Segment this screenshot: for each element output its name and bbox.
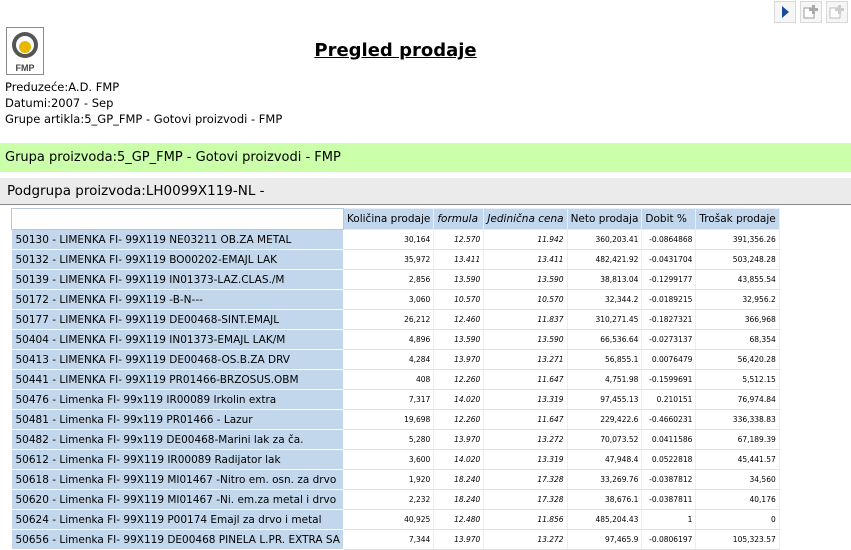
cell-dobit: -0.0431704 [642, 250, 696, 270]
cell-kolicina: 1,920 [343, 470, 433, 490]
cell-trosak: 391,356.26 [696, 230, 779, 250]
row-name: 50413 - LIMENKA FI- 99X119 DE00468-OS.B.ZA DRV [12, 350, 344, 370]
cell-cena: 10.570 [484, 290, 567, 310]
cell-neto: 360,203.41 [567, 230, 642, 250]
cell-cena: 13.271 [484, 350, 567, 370]
cell-trosak: 68,354 [696, 330, 779, 350]
cell-neto: 4,751.98 [567, 370, 642, 390]
table-row[interactable] [12, 230, 780, 250]
cell-formula: 13.590 [434, 270, 484, 290]
cell-kolicina: 40,925 [343, 510, 433, 530]
cell-neto: 66,536.64 [567, 330, 642, 350]
cell-dobit: 0.210151 [642, 390, 696, 410]
cell-cena: 13.411 [484, 250, 567, 270]
cell-formula: 14.020 [434, 390, 484, 410]
cell-trosak: 40,176 [696, 490, 779, 510]
header-cena[interactable]: Jedinična cena [484, 209, 567, 230]
cell-formula: 12.460 [434, 310, 484, 330]
row-name: 50132 - LIMENKA FI- 99X119 BO00202-EMAJL LAK [12, 250, 344, 270]
cell-dobit: -0.0273137 [642, 330, 696, 350]
cell-kolicina: 408 [343, 370, 433, 390]
table-row[interactable] [12, 330, 780, 350]
cell-cena: 11.942 [484, 230, 567, 250]
header-trosak[interactable]: Trošak prodaje [696, 209, 779, 230]
table-row[interactable] [12, 290, 780, 310]
cell-cena: 17.328 [484, 490, 567, 510]
cell-formula: 13.970 [434, 350, 484, 370]
cell-trosak: 0 [696, 510, 779, 530]
row-name: 50481 - Limenka FI- 99x119 PR01466 - Lazur [12, 410, 344, 430]
cell-trosak: 76,974.84 [696, 390, 779, 410]
table-row[interactable] [12, 250, 780, 270]
cell-formula: 12.260 [434, 410, 484, 430]
row-name: 50620 - Limenka FI- 99X119 MI01467 -Ni. em.za metal i drvo [12, 490, 344, 510]
table-row[interactable] [12, 310, 780, 330]
cell-kolicina: 2,232 [343, 490, 433, 510]
cell-dobit: -0.0806197 [642, 530, 696, 550]
cell-dobit: 1 [642, 510, 696, 530]
cell-neto: 38,676.1 [567, 490, 642, 510]
cell-neto: 38,813.04 [567, 270, 642, 290]
add-icon [803, 4, 819, 20]
cell-cena: 11.837 [484, 310, 567, 330]
cell-neto: 229,422.6 [567, 410, 642, 430]
cell-neto: 32,344.2 [567, 290, 642, 310]
cell-trosak: 43,855.54 [696, 270, 779, 290]
sales-table-container [11, 208, 780, 550]
cell-formula: 12.480 [434, 510, 484, 530]
cell-formula: 13.970 [434, 530, 484, 550]
row-name: 50612 - Limenka FI- 99X119 IR00089 Radijator lak [12, 450, 344, 470]
cell-dobit: 0.0411586 [642, 430, 696, 450]
header-blank [12, 209, 344, 230]
cell-formula: 12.570 [434, 230, 484, 250]
cell-trosak: 45,441.57 [696, 450, 779, 470]
cell-kolicina: 4,896 [343, 330, 433, 350]
cell-trosak: 366,968 [696, 310, 779, 330]
cell-kolicina: 7,344 [343, 530, 433, 550]
add-icon-disabled [829, 4, 845, 20]
cell-formula: 10.570 [434, 290, 484, 310]
cell-dobit: -0.0387812 [642, 470, 696, 490]
cell-dobit: -0.0189215 [642, 290, 696, 310]
cell-trosak: 32,956.2 [696, 290, 779, 310]
cell-kolicina: 3,600 [343, 450, 433, 470]
cell-neto: 47,948.4 [567, 450, 642, 470]
cell-cena: 11.856 [484, 510, 567, 530]
row-name: 50172 - LIMENKA FI- 99X119 -B-N--- [12, 290, 344, 310]
cell-dobit: -0.0387811 [642, 490, 696, 510]
cell-dobit: -0.0864868 [642, 230, 696, 250]
table-row[interactable] [12, 270, 780, 290]
table-row[interactable] [12, 430, 780, 450]
report-toolbar [774, 0, 851, 23]
cell-trosak: 56,420.28 [696, 350, 779, 370]
row-name: 50177 - LIMENKA FI- 99X119 DE00468-SINT.EMAJL [12, 310, 344, 330]
cell-neto: 485,204.43 [567, 510, 642, 530]
cell-kolicina: 19,698 [343, 410, 433, 430]
table-row[interactable] [12, 450, 780, 470]
table-row[interactable] [12, 530, 780, 550]
cell-neto: 70,073.52 [567, 430, 642, 450]
cell-kolicina: 5,280 [343, 430, 433, 450]
cell-formula: 13.590 [434, 330, 484, 350]
cell-trosak: 5,512.15 [696, 370, 779, 390]
cell-trosak: 336,338.83 [696, 410, 779, 430]
run-button[interactable] [774, 1, 796, 23]
add-button[interactable] [800, 1, 822, 23]
table-row[interactable] [12, 350, 780, 370]
cell-cena: 13.272 [484, 530, 567, 550]
cell-trosak: 34,560 [696, 470, 779, 490]
cell-formula: 14.020 [434, 450, 484, 470]
row-name: 50656 - Limenka FI- 99X119 DE00468 PINELA L.PR. EXTRA SA [12, 530, 344, 550]
row-name: 50404 - LIMENKA FI- 99X119 IN01373-EMAJL LAK/M [12, 330, 344, 350]
cell-neto: 482,421.92 [567, 250, 642, 270]
cell-kolicina: 7,317 [343, 390, 433, 410]
cell-neto: 97,465.9 [567, 530, 642, 550]
cell-cena: 13.590 [484, 270, 567, 290]
cell-neto: 310,271.45 [567, 310, 642, 330]
header-dobit[interactable]: Dobit % [642, 209, 696, 230]
row-name: 50130 - LIMENKA FI- 99X119 NE03211 OB.ZA METAL [12, 230, 344, 250]
play-icon [779, 5, 791, 19]
cell-cena: 13.319 [484, 450, 567, 470]
row-name: 50482 - Limenka FI- 99x119 DE00468-Marini lak za ča. [12, 430, 344, 450]
cell-dobit: -0.1299177 [642, 270, 696, 290]
cell-formula: 12.260 [434, 370, 484, 390]
cell-dobit: -0.1827321 [642, 310, 696, 330]
table-row[interactable] [12, 470, 780, 490]
table-row[interactable] [12, 410, 780, 430]
table-row[interactable] [12, 510, 780, 530]
cell-kolicina: 2,856 [343, 270, 433, 290]
header-neto[interactable]: Neto prodaja [567, 209, 642, 230]
cell-kolicina: 3,060 [343, 290, 433, 310]
cell-trosak: 67,189.39 [696, 430, 779, 450]
cell-dobit: 0.0076479 [642, 350, 696, 370]
cell-neto: 33,269.76 [567, 470, 642, 490]
cell-neto: 56,855.1 [567, 350, 642, 370]
cell-kolicina: 4,284 [343, 350, 433, 370]
cell-cena: 13.272 [484, 430, 567, 450]
cell-formula: 18.240 [434, 470, 484, 490]
cell-kolicina: 26,212 [343, 310, 433, 330]
company-line: Preduzeće:A.D. FMP [5, 80, 120, 94]
cell-cena: 11.647 [484, 410, 567, 430]
row-name: 50441 - LIMENKA FI- 99X119 PR01466-BRZOSUS.OBM [12, 370, 344, 390]
sales-table [11, 208, 780, 550]
table-row[interactable] [12, 370, 780, 390]
add-button-disabled[interactable] [826, 1, 848, 23]
cell-kolicina: 30,164 [343, 230, 433, 250]
report-meta [5, 79, 282, 127]
cell-dobit: 0.0522818 [642, 450, 696, 470]
table-row[interactable] [12, 490, 780, 510]
page-title: Pregled prodaje [314, 40, 477, 61]
cell-dobit: -0.1599691 [642, 370, 696, 390]
cell-cena: 13.319 [484, 390, 567, 410]
cell-trosak: 105,323.57 [696, 530, 779, 550]
row-name: 50139 - LIMENKA FI- 99X119 IN01373-LAZ.CLAS./M [12, 270, 344, 290]
header-kolicina[interactable]: Količina prodaje [343, 209, 433, 230]
cell-cena: 11.647 [484, 370, 567, 390]
product-group-header: Grupa proizvoda:5_GP_FMP - Gotovi proizvodi - FMP [0, 143, 851, 172]
article-groups-line: Grupe artikla:5_GP_FMP - Gotovi proizvodi - FMP [5, 112, 283, 126]
svg-text:FMP: FMP [15, 63, 35, 73]
header-formula[interactable]: formula [434, 209, 484, 230]
table-row[interactable] [12, 390, 780, 410]
row-name: 50624 - Limenka FI- 99X119 P00174 Emajl za drvo i metal [12, 510, 344, 530]
cell-cena: 13.590 [484, 330, 567, 350]
cell-trosak: 503,248.28 [696, 250, 779, 270]
row-name: 50618 - Limenka FI- 99X119 MI01467 -Nitro em. osn. za drvo [12, 470, 344, 490]
dates-line: Datumi:2007 - Sep [5, 96, 114, 110]
cell-neto: 97,455.13 [567, 390, 642, 410]
table-header-row [12, 209, 780, 230]
product-subgroup-header: Podgrupa proizvoda:LH0099X119-NL - [0, 178, 851, 205]
cell-formula: 18.240 [434, 490, 484, 510]
row-name: 50476 - Limenka FI- 99x119 IR00089 Irkolin extra [12, 390, 344, 410]
cell-formula: 13.970 [434, 430, 484, 450]
cell-cena: 17.328 [484, 470, 567, 490]
cell-kolicina: 35,972 [343, 250, 433, 270]
cell-dobit: -0.4660231 [642, 410, 696, 430]
cell-formula: 13.411 [434, 250, 484, 270]
